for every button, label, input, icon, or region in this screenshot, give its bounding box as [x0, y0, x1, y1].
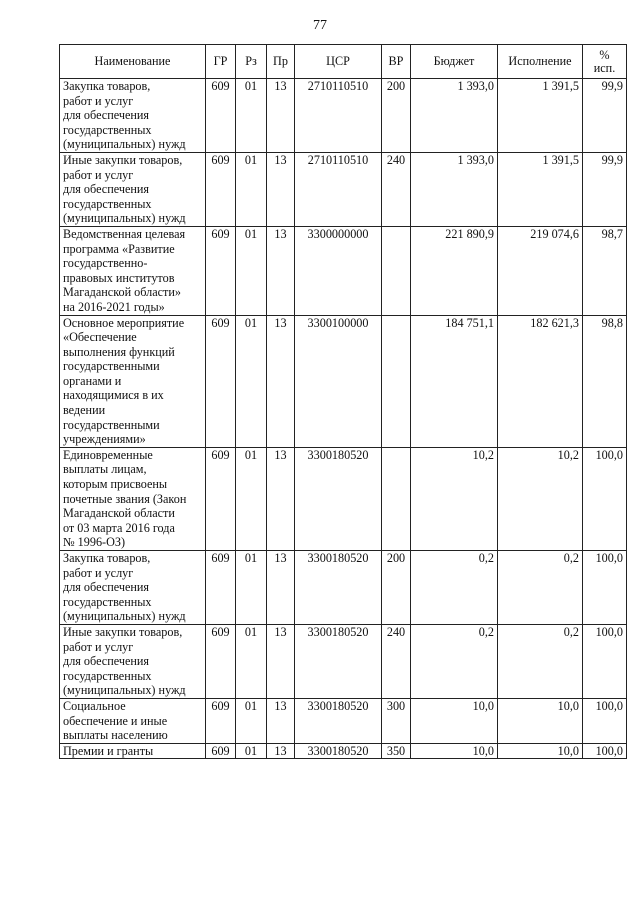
table-header-row	[60, 45, 627, 79]
row-name	[60, 447, 206, 550]
table-row	[60, 79, 627, 153]
header-csr: ЦСР	[295, 45, 382, 79]
row-budget: 1 393,0	[411, 152, 498, 226]
row-percent: 100,0	[583, 551, 627, 625]
row-name-line: выполнения функций	[63, 344, 175, 359]
row-name-line: государственными	[63, 359, 160, 374]
row-name-line: Единовременные	[63, 447, 153, 462]
row-rz: 01	[236, 447, 267, 550]
row-name-line: от 03 марта 2016 года	[63, 520, 175, 535]
row-name-line: Закупка товаров,	[63, 551, 151, 565]
row-name-line: Ведомственная целевая	[63, 226, 186, 241]
row-pr: 13	[267, 79, 295, 153]
row-name-line: Магаданской области»	[63, 285, 181, 300]
row-execution: 10,0	[498, 698, 583, 743]
row-budget: 10,0	[411, 698, 498, 743]
row-gr: 609	[206, 152, 236, 226]
row-name	[60, 226, 206, 315]
row-name-line: работ и услуг	[63, 639, 134, 654]
row-gr: 609	[206, 447, 236, 550]
row-name-line: (муниципальных) нужд	[63, 211, 186, 226]
row-name	[60, 79, 206, 153]
row-name-line: государственными	[63, 417, 160, 432]
row-percent: 99,9	[583, 79, 627, 153]
row-vr	[382, 226, 411, 315]
row-budget: 0,2	[411, 551, 498, 625]
row-name-line: Основное мероприятие	[63, 315, 185, 330]
row-name-line: Премии и гранты	[63, 743, 154, 758]
table-row	[60, 624, 627, 698]
row-name-line: правовых институтов	[63, 270, 175, 285]
row-name-line: № 1996-ОЗ)	[63, 535, 126, 550]
row-name-line: обеспечение и иные	[63, 713, 168, 728]
row-percent: 100,0	[583, 624, 627, 698]
table-row	[60, 315, 627, 447]
row-name-line: Иные закупки товаров,	[63, 152, 183, 167]
row-vr: 200	[382, 551, 411, 625]
row-csr: 3300180520	[295, 743, 382, 759]
header-pr: Пр	[267, 45, 295, 79]
row-name-line: (муниципальных) нужд	[63, 609, 186, 624]
row-pr: 13	[267, 226, 295, 315]
row-pr: 13	[267, 152, 295, 226]
row-name-line: которым присвоены	[63, 477, 168, 492]
row-budget: 184 751,1	[411, 315, 498, 447]
row-rz: 01	[236, 551, 267, 625]
row-name-line: выплаты лицам,	[63, 462, 147, 477]
row-vr: 240	[382, 624, 411, 698]
row-vr: 350	[382, 743, 411, 759]
row-name-line: находящимися в их	[63, 388, 164, 403]
row-csr: 3300180520	[295, 551, 382, 625]
row-pr: 13	[267, 315, 295, 447]
row-budget: 10,0	[411, 743, 498, 759]
row-vr	[382, 315, 411, 447]
header-name: Наименование	[60, 45, 206, 79]
row-pr: 13	[267, 551, 295, 625]
row-gr: 609	[206, 226, 236, 315]
row-name-line: выплаты населению	[63, 728, 168, 743]
row-name	[60, 698, 206, 743]
header-percent	[583, 45, 627, 79]
row-name-line: государственных	[63, 122, 152, 137]
row-name-line: для обеспечения	[63, 654, 150, 669]
table-row	[60, 152, 627, 226]
table-row	[60, 447, 627, 550]
row-percent: 100,0	[583, 447, 627, 550]
row-execution: 219 074,6	[498, 226, 583, 315]
header-vr: ВР	[382, 45, 411, 79]
row-vr: 200	[382, 79, 411, 153]
row-name	[60, 551, 206, 625]
table-row	[60, 698, 627, 743]
row-rz: 01	[236, 624, 267, 698]
header-execution: Исполнение	[498, 45, 583, 79]
table-row	[60, 551, 627, 625]
row-gr: 609	[206, 551, 236, 625]
row-budget: 10,2	[411, 447, 498, 550]
table-body	[60, 79, 627, 759]
row-execution: 182 621,3	[498, 315, 583, 447]
row-pr: 13	[267, 743, 295, 759]
row-csr: 3300180520	[295, 447, 382, 550]
header-rz: Рз	[236, 45, 267, 79]
row-rz: 01	[236, 315, 267, 447]
header-gr: ГР	[206, 45, 236, 79]
row-pr: 13	[267, 624, 295, 698]
row-name-line: (муниципальных) нужд	[63, 137, 186, 152]
table-row	[60, 226, 627, 315]
row-rz: 01	[236, 152, 267, 226]
row-budget: 221 890,9	[411, 226, 498, 315]
row-execution: 10,2	[498, 447, 583, 550]
page-number: 77	[313, 18, 327, 33]
row-name-line: органами и	[63, 373, 122, 388]
row-gr: 609	[206, 624, 236, 698]
row-csr: 2710110510	[295, 152, 382, 226]
row-name-line: почетные звания (Закон	[63, 491, 187, 506]
row-percent: 98,8	[583, 315, 627, 447]
row-vr: 300	[382, 698, 411, 743]
row-percent: 100,0	[583, 743, 627, 759]
row-name-line: на 2016-2021 годы»	[63, 299, 165, 314]
row-execution: 0,2	[498, 624, 583, 698]
row-percent: 99,9	[583, 152, 627, 226]
row-name-line: Иные закупки товаров,	[63, 624, 183, 639]
row-rz: 01	[236, 743, 267, 759]
row-rz: 01	[236, 698, 267, 743]
row-name-line: работ и услуг	[63, 167, 134, 182]
row-name-line: «Обеспечение	[63, 330, 137, 345]
row-name-line: учреждениями»	[63, 432, 146, 447]
row-name-line: Закупка товаров,	[63, 79, 151, 93]
row-csr: 3300100000	[295, 315, 382, 447]
row-csr: 2710110510	[295, 79, 382, 153]
row-execution: 10,0	[498, 743, 583, 759]
row-name-line: для обеспечения	[63, 108, 150, 123]
row-execution: 1 391,5	[498, 79, 583, 153]
row-csr: 3300180520	[295, 698, 382, 743]
row-name	[60, 743, 206, 759]
row-pr: 13	[267, 698, 295, 743]
row-name-line: программа «Развитие	[63, 241, 175, 256]
row-gr: 609	[206, 315, 236, 447]
row-execution: 0,2	[498, 551, 583, 625]
header-percent-label: исп.	[593, 60, 616, 75]
row-gr: 609	[206, 743, 236, 759]
row-rz: 01	[236, 226, 267, 315]
row-name-line: работ и услуг	[63, 565, 134, 580]
row-budget: 1 393,0	[411, 79, 498, 153]
row-rz: 01	[236, 79, 267, 153]
row-name-line: государственных	[63, 668, 152, 683]
row-name-line: работ и услуг	[63, 93, 134, 108]
row-budget: 0,2	[411, 624, 498, 698]
row-gr: 609	[206, 79, 236, 153]
row-name	[60, 624, 206, 698]
row-name	[60, 152, 206, 226]
header-budget: Бюджет	[411, 45, 498, 79]
row-vr	[382, 447, 411, 550]
row-name-line: Магаданской области	[63, 506, 175, 521]
row-percent: 98,7	[583, 226, 627, 315]
row-execution: 1 391,5	[498, 152, 583, 226]
row-name-line: для обеспечения	[63, 580, 150, 595]
row-csr: 3300180520	[295, 624, 382, 698]
row-vr: 240	[382, 152, 411, 226]
row-name-line: государственных	[63, 196, 152, 211]
table-row	[60, 743, 627, 759]
row-name	[60, 315, 206, 447]
row-name-line: для обеспечения	[63, 182, 150, 197]
row-name-line: ведении	[63, 403, 106, 418]
budget-execution-table	[59, 44, 627, 759]
row-percent: 100,0	[583, 698, 627, 743]
row-name-line: (муниципальных) нужд	[63, 683, 186, 698]
row-name-line: государственно-	[63, 256, 148, 271]
row-csr: 3300000000	[295, 226, 382, 315]
row-pr: 13	[267, 447, 295, 550]
row-name-line: государственных	[63, 594, 152, 609]
header-percent-symbol: %	[599, 47, 610, 62]
row-name-line: Социальное	[63, 698, 126, 713]
row-gr: 609	[206, 698, 236, 743]
